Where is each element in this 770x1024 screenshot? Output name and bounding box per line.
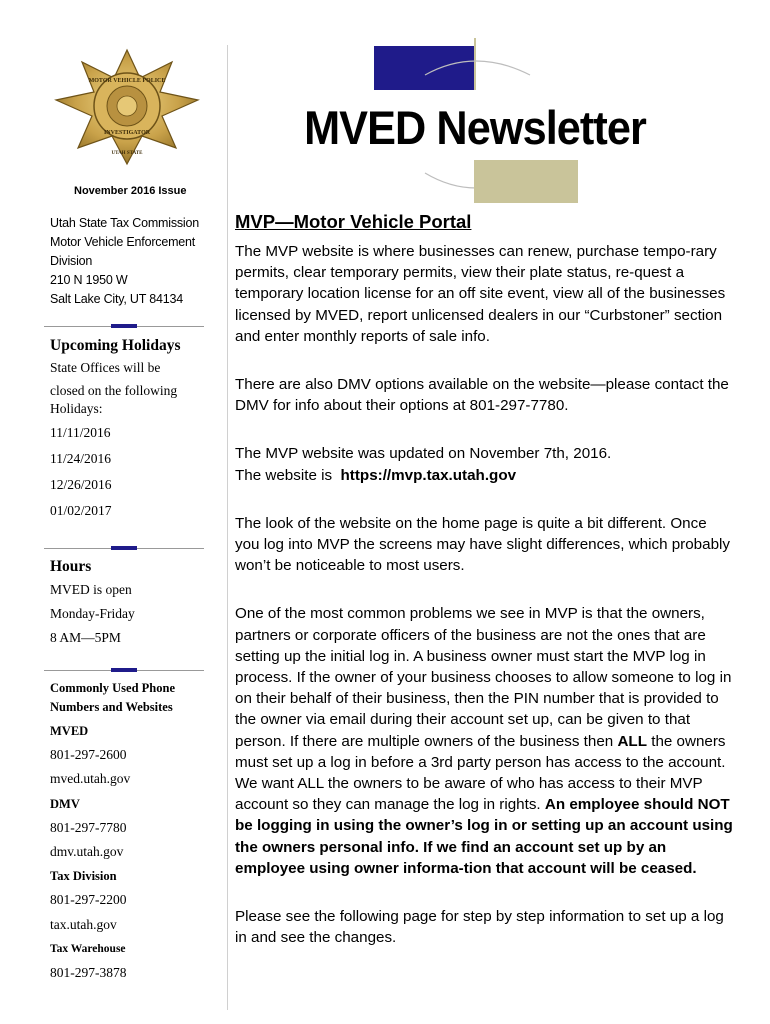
- column-divider: [227, 45, 228, 1010]
- holidays-section: [50, 337, 220, 524]
- contact-phone-warehouse: 801-297-3878: [50, 965, 127, 981]
- all-emphasis: ALL: [617, 732, 647, 750]
- contact-label-warehouse: Tax Warehouse: [50, 942, 126, 955]
- problem-text-cont: the owners must set up a log in before a 3rd party person has access to the account. We want ALL the owners to be aware of who has access to their MVP account so they can manage the log in rights.: [235, 732, 726, 814]
- badge-ring-text: MOTOR VEHICLE POLICE: [88, 78, 166, 84]
- section-divider-tab: [111, 324, 137, 328]
- hours-section: [50, 558, 220, 650]
- police-star-badge-icon: [52, 48, 202, 166]
- address-line: Utah State Tax Commission: [50, 216, 199, 230]
- holidays-intro: Holidays:: [50, 401, 103, 416]
- contacts-heading: Commonly Used Phone: [50, 681, 176, 695]
- address-line: Salt Lake City, UT 84134: [50, 292, 184, 306]
- contact-phone-dmv: 801-297-7780: [50, 819, 127, 835]
- section-divider-tab: [111, 668, 137, 672]
- holidays-intro: State Offices will be: [50, 360, 161, 375]
- website-url[interactable]: https://mvp.tax.utah.gov: [340, 466, 517, 484]
- article-paragraph: Please see the following page for step by step information to set up a log in and see the changes.: [235, 908, 724, 947]
- contact-label-mved: MVED: [50, 724, 89, 738]
- hours-heading: Hours: [50, 558, 92, 575]
- article-heading: MVP—Motor Vehicle Portal: [235, 211, 472, 232]
- section-divider-tab: [111, 546, 137, 550]
- header-tan-block: [474, 160, 578, 203]
- hours-line: 8 AM—5PM: [50, 630, 121, 645]
- update-note: The MVP website was updated on November 7th, 2016.: [235, 445, 612, 463]
- contacts-section: [50, 679, 220, 985]
- hours-line: Monday-Friday: [50, 606, 135, 621]
- problem-text: One of the most common problems we see in MVP is that the owners, partners or corporate officers of the business are not the ones that are setting up the initial log in. A business owner must start the MVP log in process. If the owner of your business chooses to allow someone to log in on their behalf of their business, then the PIN number that is provided to the owner via email during their account set up, can be given to that person. If there are multiple owners of the business then: [235, 605, 732, 750]
- holidays-heading: Upcoming Holidays: [50, 337, 181, 354]
- address-line: Division: [50, 254, 93, 268]
- hours-line: MVED is open: [50, 582, 132, 597]
- holiday-date: 01/02/2017: [50, 503, 112, 518]
- holiday-date: 11/11/2016: [50, 425, 111, 440]
- article-paragraph: [235, 603, 735, 879]
- address-line: 210 N 1950 W: [50, 273, 128, 287]
- article-paragraph: [235, 443, 735, 485]
- contacts-heading: Numbers and Websites: [50, 700, 173, 714]
- warning-text: An employee should NOT be logging in using the owner’s log in or setting up an account using the owners personal info. If we find an account set up by an employee using owner informa-tion that account will be ceased.: [235, 796, 733, 877]
- article-paragraph: The look of the website on the home page is quite a bit different. Once you log into MVP the screens may have slight differences, which probably won’t be noticeable to most users.: [235, 514, 730, 575]
- newsletter-title: MVED Newsletter: [304, 101, 646, 154]
- holidays-intro: closed on the following: [50, 383, 178, 398]
- contact-site-dmv: dmv.utah.gov: [50, 844, 124, 860]
- contact-label-dmv: DMV: [50, 796, 80, 811]
- contact-phone-tax: 801-297-2200: [50, 892, 127, 908]
- contact-site-mved: mved.utah.gov: [50, 771, 131, 787]
- contact-label-tax: Tax Division: [50, 869, 117, 884]
- website-label: The website is: [235, 466, 333, 484]
- article-paragraph: There are also DMV options available on the website—please contact the DMV for info about their options at 801-297-7780.: [235, 376, 729, 415]
- holiday-date: 12/26/2016: [50, 477, 112, 492]
- badge-lower-text: INVESTIGATOR: [103, 130, 151, 136]
- article: [235, 209, 735, 975]
- holiday-date: 11/24/2016: [50, 451, 112, 466]
- contact-phone-mved: 801-297-2600: [50, 747, 127, 763]
- article-paragraph: The MVP website is where businesses can renew, purchase tempo-rary permits, clear temporary permits, view their plate status, re-quest a temporary location license for an off site event, view all of the businesses licensed by MVED, report unlicensed dealers in our “Curbstoner” section and enter monthly reports of sale info.: [235, 243, 726, 345]
- issue-date: November 2016 Issue: [74, 185, 187, 197]
- badge-bottom-text: UTAH STATE: [111, 151, 143, 156]
- contact-site-tax: tax.utah.gov: [50, 916, 117, 932]
- address-block: [50, 214, 199, 309]
- address-line: Motor Vehicle Enforcement: [50, 235, 196, 249]
